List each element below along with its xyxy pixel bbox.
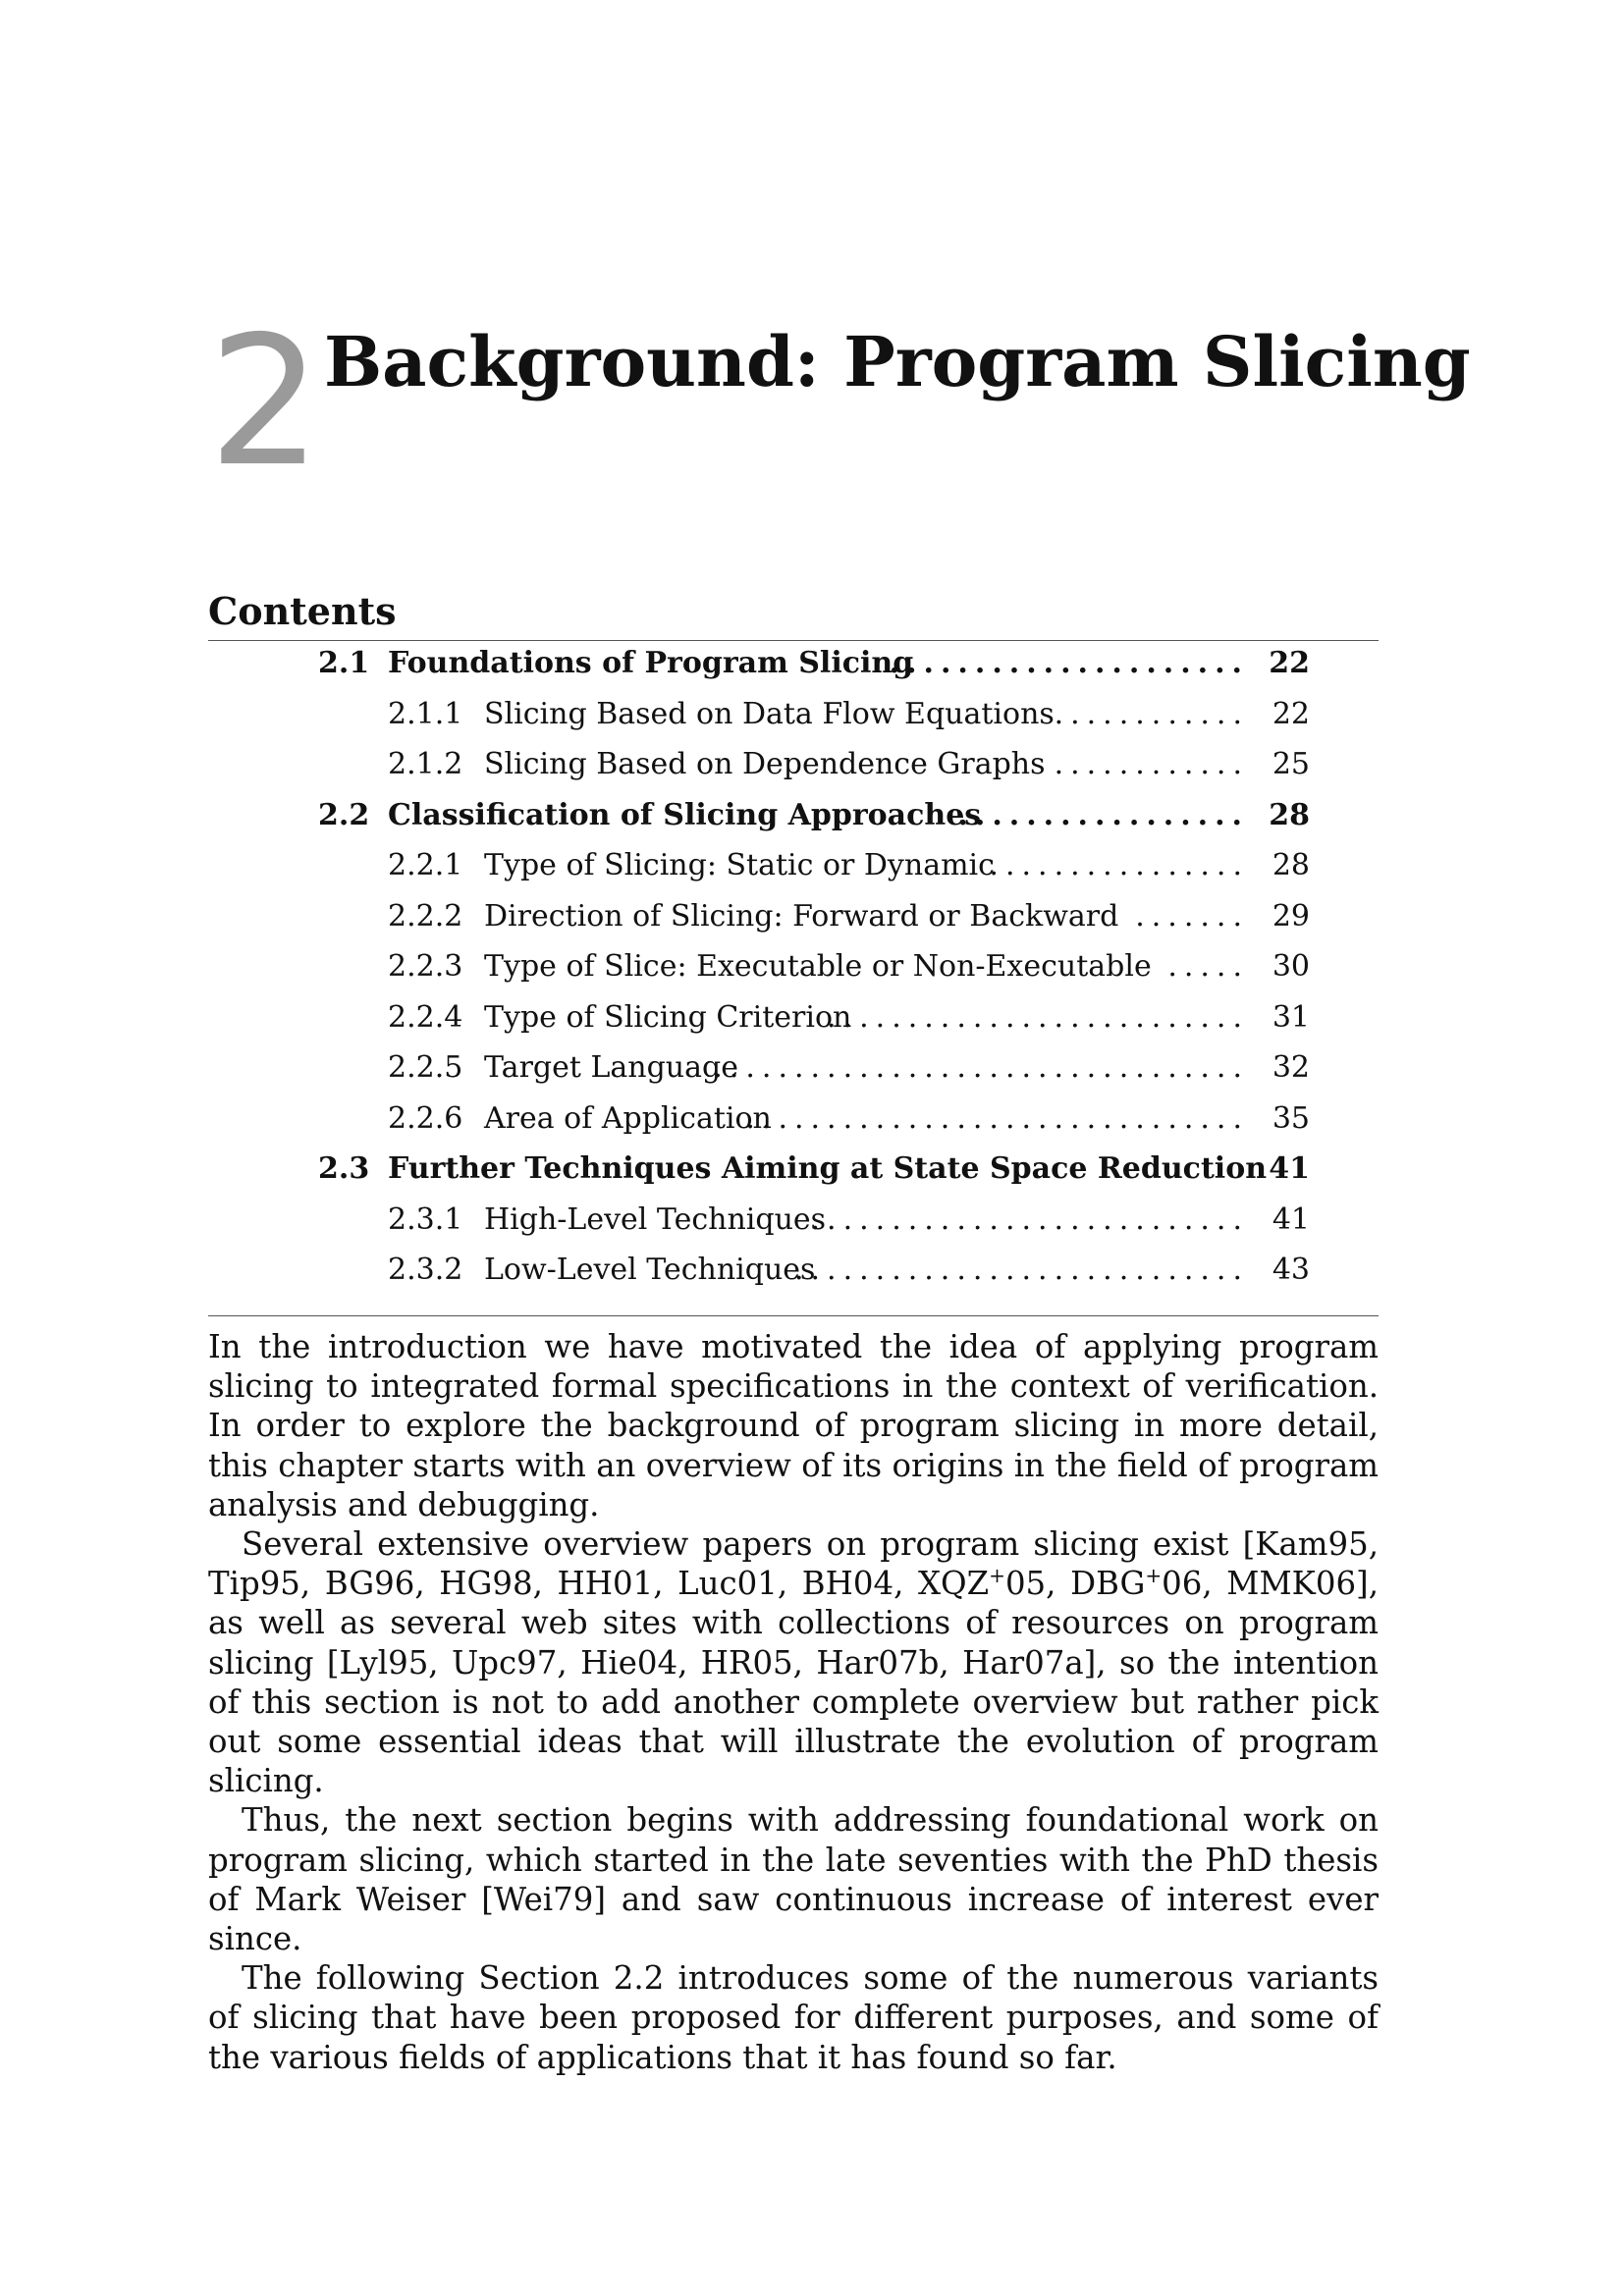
toc-entry-number: 2.2.5	[388, 1050, 463, 1085]
toc-entry-number: 2.3.2	[388, 1253, 463, 1287]
toc-entry-number: 2.2.3	[388, 949, 463, 984]
superscript-plus: +	[989, 1564, 1005, 1588]
toc-leader-dots: ...........................	[810, 1201, 1249, 1237]
toc-entry-title: Slicing Based on Dependence Graphs	[484, 747, 1046, 781]
paragraph-1: In the introduction we have motivated the idea of applying program slicing to integrated formal specifications in the context of verification. In order to explore the background of program slicing in more detail, this chapter starts with an overview of its origins in the field of program analysis and debugging.	[208, 1328, 1379, 1523]
toc-entry-2-2-4[interactable]	[208, 992, 1379, 1043]
toc-entry-2-2-1[interactable]	[208, 840, 1379, 891]
toc-entry-2-2-2[interactable]	[208, 891, 1379, 942]
toc-entry-2-2-5[interactable]	[208, 1042, 1379, 1094]
toc-entry-2-3-2[interactable]	[208, 1245, 1379, 1296]
chapter-title: Background: Program Slicing	[324, 321, 1471, 402]
contents-bottom-rule	[208, 1315, 1379, 1316]
toc-entry-2-2[interactable]	[208, 790, 1379, 841]
toc-entry-title: Slicing Based on Data Flow Equations	[484, 696, 1055, 731]
toc-leader-dots: ............	[1054, 747, 1249, 781]
toc-entry-page: 35	[1272, 1100, 1310, 1136]
toc-entry-number: 2.2.4	[388, 999, 463, 1035]
toc-entry-number: 2.2.2	[388, 898, 463, 934]
toc-entry-number: 2.2	[318, 797, 370, 832]
paragraph-2-part-a: Several extensive overview papers on program slicing exist [Kam95, Tip95, BG96, HG98, HH01, Luc01, BH04, XQZ	[208, 1525, 1379, 1603]
superscript-plus: +	[1145, 1564, 1163, 1588]
toc-entry-title: Type of Slicing Criterion	[484, 999, 852, 1035]
toc-leader-dots: .......	[1135, 898, 1249, 934]
toc-entry-page: 30	[1272, 949, 1310, 984]
toc-entry-title: Foundations of Program Slicing	[388, 646, 914, 680]
toc-entry-2-1-1[interactable]	[208, 689, 1379, 740]
paragraph-2-part-c: 06, MMK06], as well as several web sites with collections of resources on program slicing [Lyl95, Upc97, Hie04, HR05, Har07b, Har07a], so the intention of this section is not to add another complete overview but rather pick out some essential ideas that will illustrate the evolution of program slicing.	[208, 1565, 1379, 1800]
toc-entry-page: 31	[1272, 999, 1310, 1035]
toc-entry-2-3-1[interactable]	[208, 1195, 1379, 1246]
toc-entry-title: High-Level Techniques	[484, 1201, 827, 1237]
toc-entry-number: 2.1	[318, 646, 370, 680]
toc-entry-title: Classification of Slicing Approaches	[388, 797, 982, 832]
toc-entry-title: Direction of Slicing: Forward or Backward	[484, 898, 1119, 934]
body-text	[208, 1327, 1379, 2077]
toc-leader-dots: ................	[989, 848, 1249, 882]
contents-heading: Contents	[208, 589, 397, 633]
toc-leader-dots: .................	[957, 797, 1249, 832]
paragraph-2	[208, 1524, 1379, 1800]
toc-entry-page: 28	[1272, 848, 1310, 882]
toc-leader-dots: .....	[1167, 949, 1249, 984]
toc-entry-page: 29	[1272, 898, 1310, 934]
toc-entry-title: Area of Application	[484, 1100, 772, 1136]
paragraph-4: The following Section 2.2 introduces some of the numerous variants of slicing that have been proposed for different purposes, and some of the various fields of applications that it has found so far.	[208, 1959, 1379, 2076]
toc-entry-number: 2.2.6	[388, 1100, 463, 1136]
toc-entry-title: Target Language	[484, 1050, 738, 1085]
toc-leader-dots: ...............................	[745, 1100, 1249, 1136]
toc-leader-dots: ..........................	[827, 999, 1249, 1035]
toc-entry-number: 2.2.1	[388, 848, 463, 882]
toc-entry-page: 41	[1272, 1201, 1310, 1237]
toc-entry-number: 2.1.2	[388, 747, 463, 781]
toc-entry-page: 32	[1272, 1050, 1310, 1085]
toc-leader-dots: ............................	[793, 1253, 1249, 1287]
toc-entry-page: 25	[1272, 747, 1310, 781]
toc-leader-dots: ............	[1054, 696, 1249, 731]
toc-entry-2-2-3[interactable]	[208, 941, 1379, 992]
toc-entry-title: Type of Slice: Executable or Non-Executable	[484, 949, 1152, 984]
toc-entry-2-1-2[interactable]	[208, 739, 1379, 790]
toc-entry-title: Type of Slicing: Static or Dynamic	[484, 848, 995, 882]
toc-entry-number: 2.1.1	[388, 696, 463, 731]
toc-entry-page: 41	[1269, 1151, 1310, 1186]
toc-entry-page: 22	[1272, 696, 1310, 731]
toc-entry-page: 28	[1269, 797, 1310, 832]
toc-entry-page: 43	[1272, 1253, 1310, 1287]
toc-entry-page: 22	[1269, 646, 1310, 680]
toc-leader-dots: .....................	[889, 646, 1249, 680]
paragraph-2-part-b: 05, DBG	[1004, 1565, 1146, 1603]
toc-entry-number: 2.3.1	[388, 1201, 463, 1237]
toc-entry-2-3[interactable]	[208, 1144, 1379, 1195]
toc-entry-title: Low-Level Techniques	[484, 1253, 816, 1287]
toc-entry-2-1[interactable]	[208, 638, 1379, 689]
toc-entry-2-2-6[interactable]	[208, 1094, 1379, 1145]
chapter-number: 2	[208, 297, 322, 506]
toc-entry-number: 2.3	[318, 1151, 370, 1186]
paragraph-3: Thus, the next section begins with addressing foundational work on program slicing, which started in the late seventies with the PhD thesis of Mark Weiser [Wei79] and saw continuous increase of interest ever since.	[208, 1801, 1379, 1958]
toc-entry-title: Further Techniques Aiming at State Space Reduction	[388, 1151, 1268, 1186]
toc-leader-dots: .................................	[713, 1050, 1249, 1085]
